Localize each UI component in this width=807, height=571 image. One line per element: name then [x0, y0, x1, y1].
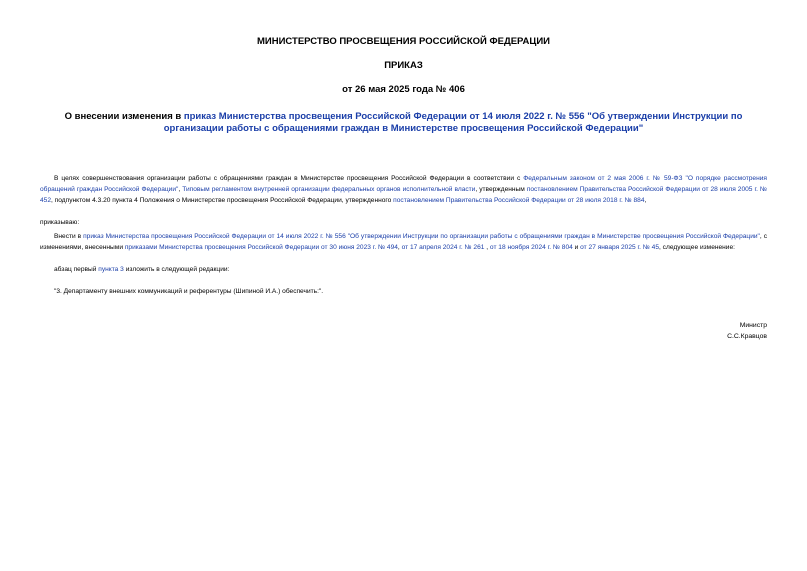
amendment-text-5: и — [572, 244, 581, 251]
preamble-text-1: В целях совершенствования организации работы с обращениями граждан в Министерстве просвещения Российской Федерации в соответствии с — [54, 175, 524, 182]
signature-block — [727, 320, 767, 342]
resolution-884-link[interactable]: постановлением Правительства Российской Федерации от 28 июля 2018 г. № 884 — [393, 197, 645, 204]
order-804-link[interactable]: от 18 ноября 2024 г. № 804 — [489, 244, 573, 251]
preamble-text-3: , утвержденным — [475, 186, 527, 193]
paragraph-order-word: приказываю: — [40, 219, 80, 226]
preamble-text-4: , подпунктом 4.3.20 пункта 4 Положения о Министерстве просвещения Российской Федерации, утвержденного — [51, 197, 394, 204]
preamble-text-2: , — [178, 186, 183, 193]
amendment-text-4: , — [484, 244, 490, 251]
paragraph-new-wording: "3. Департаменту внешних коммуникаций и референтуры (Шипиной И.А.) обеспечить:". — [54, 288, 324, 295]
subject-order-link[interactable]: приказ Министерства просвещения Российской Федерации от 14 июля 2022 г. № 556 "Об утверждении Инструкции по организации работы с обращениями граждан в Министерстве просвещения Российской Федерации" — [163, 111, 743, 134]
order-494-link[interactable]: приказами Министерства просвещения Российской Федерации от 30 июня 2023 г. № 494 — [124, 244, 398, 251]
document-date-number: от 26 мая 2025 года № 406 — [342, 84, 465, 95]
document-subject — [40, 111, 767, 135]
order-45-link[interactable]: от 27 января 2025 г. № 45 — [580, 244, 660, 251]
signatory-name: С.С.Кравцов — [727, 333, 767, 340]
amendment-text-3: , — [397, 244, 402, 251]
amendment-text-6: , следующее изменение: — [659, 244, 735, 251]
resolution-452-link[interactable]: постановлением Правительства Российской Федерации от 28 июля 2005 г. № 452 — [40, 186, 767, 204]
paragraph-preamble — [40, 173, 767, 206]
point-3-link[interactable]: пункта 3 — [98, 266, 124, 273]
paragraph-amendment — [40, 231, 767, 253]
ministry-title: МИНИСТЕРСТВО ПРОСВЕЩЕНИЯ РОССИЙСКОЙ ФЕДЕРАЦИИ — [256, 36, 551, 47]
signatory-position: Министр — [739, 322, 767, 329]
order-261-link[interactable]: от 17 апреля 2024 г. № 261 — [401, 244, 485, 251]
preamble-text-5: , — [644, 197, 647, 204]
federal-law-link[interactable]: Федеральным законом от 2 мая 2006 г. № 59-ФЗ "О порядке рассмотрения обращений граждан Российской Федерации" — [40, 175, 767, 193]
typical-regulation-link[interactable]: Типовым регламентом внутренней организации федеральных органов исполнительной власти — [182, 186, 476, 193]
amendment-text-1: Внести в — [54, 233, 84, 240]
order-556-link[interactable]: приказ Министерства просвещения Российской Федерации от 14 июля 2022 г. № 556 "Об утверждении Инструкции по организации работы с обращениями граждан в Министерстве просвещения Российской Федерации" — [83, 233, 760, 240]
paragraph-edit-instruction — [40, 264, 767, 275]
edit-text-1: абзац первый — [54, 266, 99, 273]
amendment-text-2: , с изменениями, внесенными — [40, 233, 767, 251]
document-type: ПРИКАЗ — [384, 60, 423, 71]
edit-text-2: изложить в следующей редакции: — [123, 266, 230, 273]
subject-prefix: О внесении изменения в — [64, 111, 184, 122]
